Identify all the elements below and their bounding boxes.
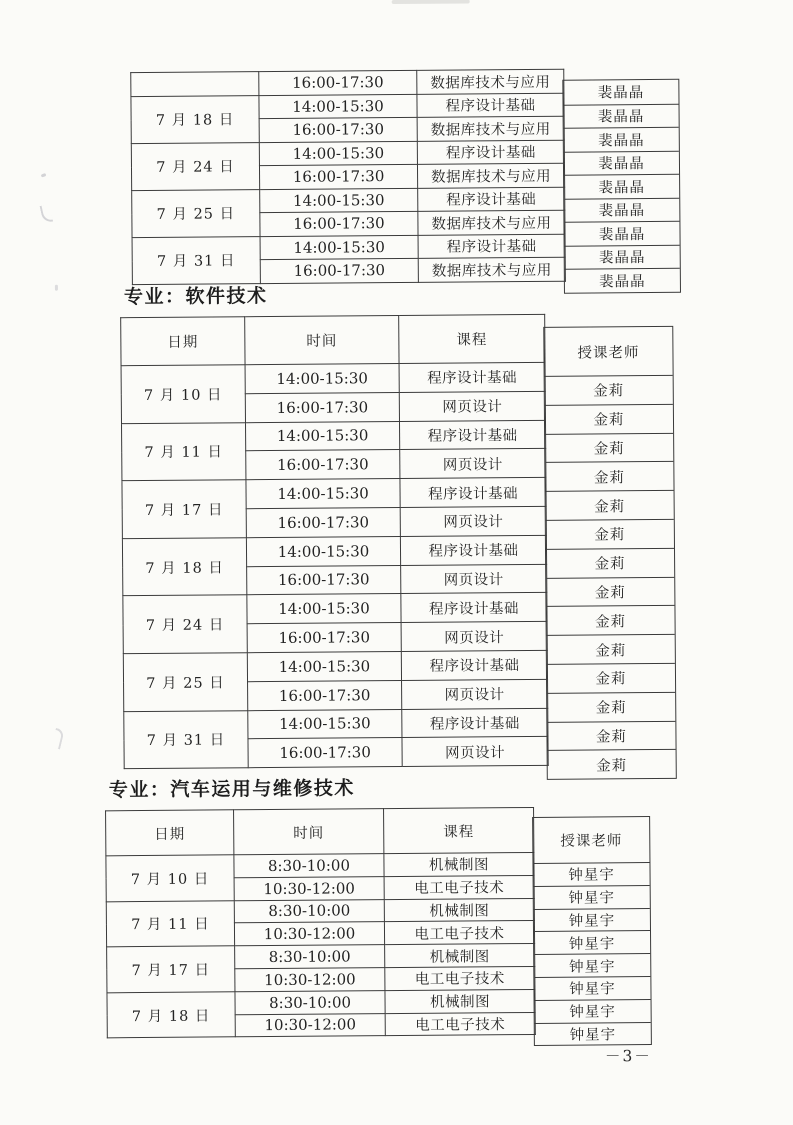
- time-cell: 8:30-10:00: [235, 945, 385, 969]
- course-cell: 程序设计基础: [417, 140, 564, 165]
- date-cell: 7 月 18 日: [131, 95, 259, 143]
- section: [130, 68, 682, 291]
- table-row: [107, 944, 535, 970]
- course-cell: 网页设计: [402, 737, 548, 767]
- time-cell: 8:30-10:00: [235, 990, 385, 1014]
- course-cell: 程序设计基础: [400, 535, 546, 565]
- date-cell: 7 月 18 日: [107, 992, 235, 1039]
- teacher-cell: 钟星宇: [534, 953, 650, 977]
- teacher-cell: 裴晶晶: [597, 85, 645, 102]
- header-row: [121, 314, 545, 365]
- column-header-date: 日期: [121, 317, 245, 366]
- teacher-cell: 钟星宇: [534, 976, 650, 1000]
- time-cell: 16:00-17:30: [259, 70, 417, 95]
- scan-artifact: [55, 285, 58, 291]
- column-header-course: 课程: [399, 314, 545, 363]
- time-cell: 16:00-17:30: [259, 117, 417, 142]
- teacher-cell: 裴晶晶: [564, 197, 679, 221]
- table-row: [123, 650, 547, 682]
- course-cell: 网页设计: [399, 391, 545, 421]
- time-cell: 16:00-17:30: [259, 164, 417, 189]
- column-header-teacher: 授课老师: [560, 833, 623, 850]
- teacher-cell: 钟星宇: [535, 999, 651, 1023]
- table-row: [107, 989, 535, 1015]
- section-heading: 专业：汽车运用与维修技术: [108, 777, 355, 802]
- time-cell: 14:00-15:30: [245, 364, 399, 394]
- table-row: [131, 140, 564, 167]
- time-cell: 8:30-10:00: [234, 854, 384, 878]
- time-cell: 16:00-17:30: [246, 450, 400, 480]
- table-row: [124, 708, 548, 740]
- date-cell: [131, 72, 259, 97]
- scan-artifact: [51, 728, 64, 750]
- scan-artifact: [392, 0, 470, 4]
- date-cell: 7 月 25 日: [132, 189, 260, 237]
- section: [120, 281, 678, 775]
- teacher-cell: 裴晶晶: [564, 174, 679, 198]
- time-cell: 16:00-17:30: [260, 211, 418, 236]
- course-cell: 电工电子技术: [384, 921, 534, 945]
- time-cell: 14:00-15:30: [246, 536, 400, 566]
- course-cell: 程序设计基础: [418, 187, 565, 212]
- course-cell: 网页设计: [401, 564, 547, 594]
- table-row: [122, 535, 546, 567]
- course-cell: 网页设计: [402, 679, 548, 709]
- date-cell: 7 月 10 日: [106, 855, 234, 902]
- time-cell: 16:00-17:30: [248, 738, 402, 768]
- teacher-cell: 金莉: [545, 375, 673, 405]
- teacher-cell: 金莉: [547, 663, 675, 693]
- date-cell: 7 月 24 日: [123, 595, 247, 654]
- column-header-time: 时间: [234, 809, 384, 855]
- teacher-cell: 金莉: [547, 634, 675, 664]
- teacher-cell: 钟星宇: [534, 930, 650, 954]
- schedule-table: [105, 806, 653, 1044]
- date-cell: 7 月 11 日: [121, 422, 245, 481]
- time-cell: 14:00-15:30: [246, 479, 400, 509]
- course-cell: 机械制图: [384, 898, 534, 922]
- time-cell: 10:30-12:00: [234, 876, 384, 900]
- course-cell: 网页设计: [401, 622, 547, 652]
- teacher-cell: 金莉: [548, 749, 676, 779]
- time-cell: 16:00-17:30: [246, 507, 400, 537]
- column-header-teacher: 授课老师: [577, 344, 640, 362]
- teacher-cell: 金莉: [546, 519, 674, 549]
- date-cell: 7 月 17 日: [107, 946, 235, 993]
- course-cell: 程序设计基础: [401, 593, 547, 623]
- scan-artifact: [40, 204, 54, 224]
- teacher-cell: 钟星宇: [534, 908, 650, 932]
- course-cell: 数据库技术与应用: [418, 210, 565, 235]
- time-cell: 14:00-15:30: [247, 594, 401, 624]
- course-cell: 程序设计基础: [399, 420, 545, 450]
- column-header-course: 课程: [384, 807, 534, 853]
- section-heading: 专业：软件技术: [123, 285, 268, 309]
- time-cell: 14:00-15:30: [260, 188, 418, 213]
- section: [105, 774, 653, 1044]
- teacher-cell: 裴晶晶: [564, 221, 679, 245]
- teacher-cell: 金莉: [546, 490, 674, 520]
- teacher-cell: 裴晶晶: [564, 150, 679, 174]
- scan-artifact: [41, 173, 47, 178]
- course-cell: 数据库技术与应用: [417, 69, 564, 94]
- teacher-cell: 金莉: [545, 404, 673, 434]
- teacher-cell: 裴晶晶: [564, 127, 679, 151]
- time-cell: 8:30-10:00: [234, 899, 384, 923]
- time-cell: 14:00-15:30: [260, 235, 418, 260]
- date-cell: 7 月 10 日: [121, 365, 245, 424]
- course-cell: 机械制图: [385, 989, 535, 1013]
- teacher-cell: 裴晶晶: [565, 244, 680, 268]
- teacher-cell: 钟星宇: [533, 862, 649, 886]
- course-cell: 电工电子技术: [385, 966, 535, 990]
- time-cell: 14:00-15:30: [245, 421, 399, 451]
- course-cell: 电工电子技术: [385, 1012, 535, 1036]
- table-row: [132, 234, 565, 261]
- column-header-date: 日期: [106, 810, 234, 856]
- course-cell: 机械制图: [385, 944, 535, 968]
- table-row: [121, 362, 545, 394]
- date-cell: 7 月 31 日: [124, 710, 248, 769]
- time-cell: 14:00-15:30: [247, 651, 401, 681]
- course-cell: 程序设计基础: [418, 234, 565, 259]
- course-cell: 电工电子技术: [384, 875, 534, 899]
- time-cell: 14:00-15:30: [259, 94, 417, 119]
- teacher-cell: 金莉: [545, 432, 673, 462]
- date-cell: 7 月 31 日: [132, 236, 260, 284]
- table-row: [121, 420, 545, 452]
- teacher-cell: 金莉: [545, 461, 673, 491]
- course-cell: 程序设计基础: [402, 708, 548, 738]
- time-cell: 16:00-17:30: [247, 623, 401, 653]
- teacher-cell: 金莉: [546, 605, 674, 635]
- teacher-cell: 金莉: [546, 576, 674, 606]
- table-row: [122, 478, 546, 510]
- teacher-cell: 裴晶晶: [564, 103, 679, 127]
- date-cell: 7 月 17 日: [122, 480, 246, 539]
- time-cell: 14:00-15:30: [259, 141, 417, 166]
- teacher-cell: 金莉: [547, 692, 675, 722]
- course-cell: 程序设计基础: [401, 650, 547, 680]
- teacher-cell: 裴晶晶: [565, 268, 680, 292]
- teacher-cell: 钟星宇: [534, 885, 650, 909]
- table-row: [123, 593, 547, 625]
- teacher-cell: 金莉: [547, 720, 675, 750]
- course-cell: 网页设计: [400, 449, 546, 479]
- page-number: －3－: [604, 1047, 652, 1066]
- time-cell: 10:30-12:00: [235, 968, 385, 992]
- teacher-cell: 钟星宇: [535, 1022, 651, 1046]
- course-cell: 机械制图: [384, 852, 534, 876]
- table-row: [132, 187, 565, 214]
- course-cell: 程序设计基础: [399, 362, 545, 392]
- date-cell: 7 月 18 日: [122, 537, 246, 596]
- date-cell: 7 月 25 日: [123, 653, 247, 712]
- schedule-table: [120, 313, 678, 775]
- table-row: [106, 852, 534, 878]
- teacher-cell: 金莉: [546, 548, 674, 578]
- course-cell: 数据库技术与应用: [417, 116, 564, 141]
- table-row: [131, 69, 564, 96]
- course-cell: 程序设计基础: [400, 478, 546, 508]
- time-cell: 16:00-17:30: [245, 392, 399, 422]
- table-row: [131, 93, 564, 120]
- header-row: [106, 807, 534, 855]
- course-cell: 程序设计基础: [417, 93, 564, 118]
- date-cell: 7 月 11 日: [106, 900, 234, 947]
- course-cell: 数据库技术与应用: [417, 163, 564, 188]
- date-cell: 7 月 24 日: [131, 142, 259, 190]
- time-cell: 10:30-12:00: [235, 1013, 385, 1037]
- course-cell: 数据库技术与应用: [418, 257, 565, 282]
- column-header-time: 时间: [245, 316, 399, 365]
- time-cell: 16:00-17:30: [248, 680, 402, 710]
- time-cell: 14:00-15:30: [248, 709, 402, 739]
- table-row: [106, 898, 534, 924]
- course-cell: 网页设计: [400, 506, 546, 536]
- time-cell: 10:30-12:00: [234, 922, 384, 946]
- schedule-table: [130, 68, 682, 291]
- time-cell: 16:00-17:30: [247, 565, 401, 595]
- time-cell: 16:00-17:30: [260, 258, 418, 283]
